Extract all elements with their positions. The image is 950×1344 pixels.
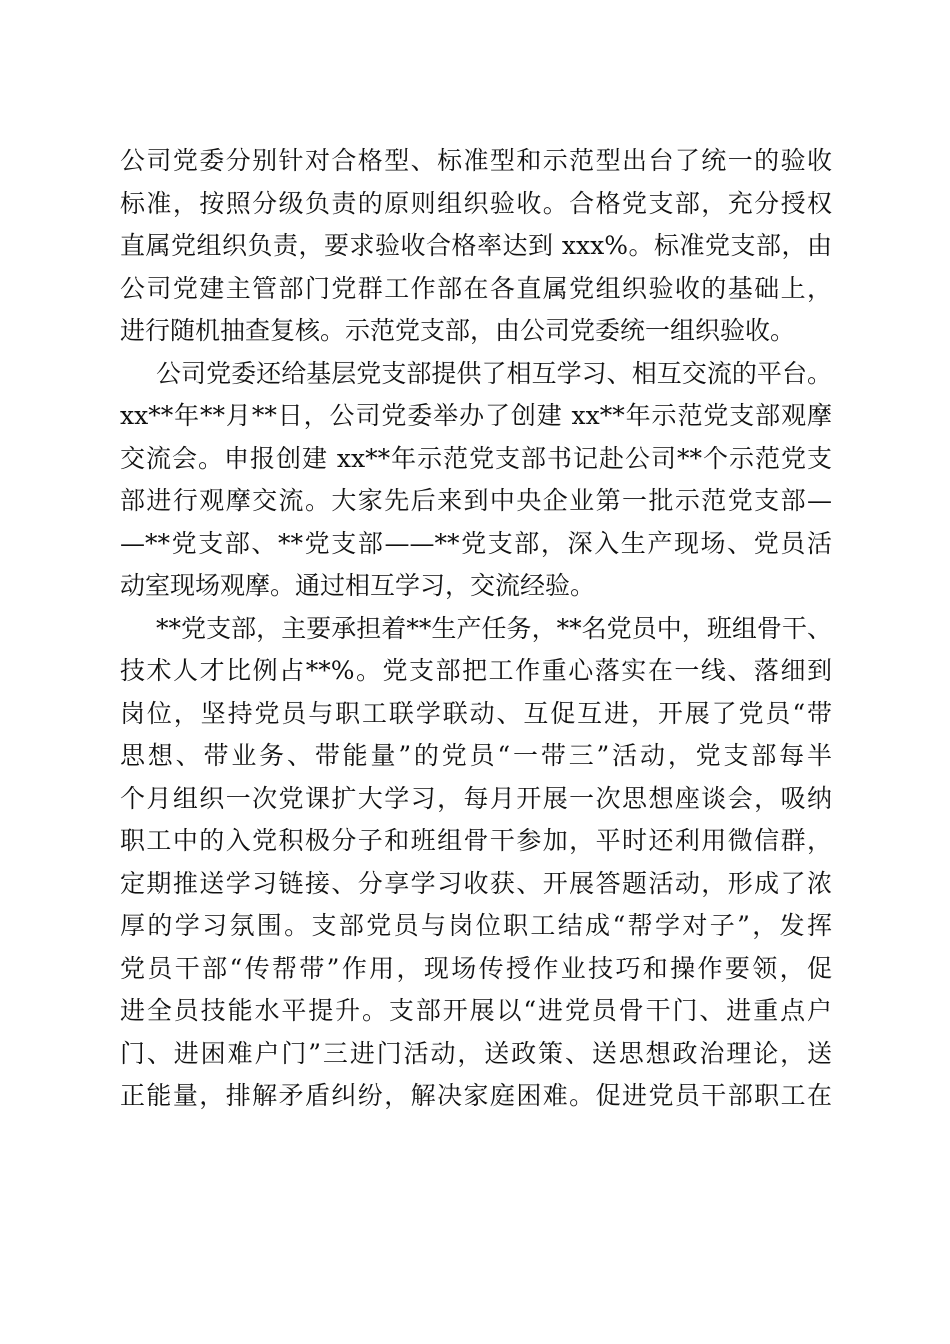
text-line: 公司党建主管部门党群工作部在各直属党组织验收的基础上， [120,273,832,303]
text-line: 公司党委分别针对合格型、标准型和示范型出台了统一的验收 [120,146,832,175]
paragraph-branch-practice [120,608,832,1118]
text-line: 职工中的入党积极分子和班组骨干参加，平时还利用微信群， [120,826,832,855]
text-line: 进行随机抽查复核。示范党支部，由公司党委统一组织验收。 [120,316,796,345]
text-line: **党支部，主要承担着**生产任务，**名党员中，班组骨干、 [156,613,832,643]
text-line: —**党支部、**党支部——**党支部，深入生产现场、党员活 [120,528,832,558]
text-line: 标准，按照分级负责的原则组织验收。合格党支部，充分授权 [120,188,832,218]
text-line: 技术人才比例占**%。党支部把工作重心落实在一线、落细到 [120,656,832,685]
text-line: 个月组织一次党课扩大学习，每月开展一次思想座谈会，吸纳 [120,783,832,813]
text-line: 党员干部“传帮带”作用，现场传授作业技巧和操作要领，促 [120,953,832,983]
text-line: 交流会。申报创建 xx**年示范党支部书记赴公司**个示范党支 [120,443,832,473]
text-line: 定期推送学习链接、分享学习收获、开展答题活动，形成了浓 [120,868,832,898]
text-line: 正能量，排解矛盾纠纷，解决家庭困难。促进党员干部职工在 [120,1081,832,1110]
text-line: 部进行观摩交流。大家先后来到中央企业第一批示范党支部— [120,486,832,515]
text-line: 直属党组织负责，要求验收合格率达到 xxx%。标准党支部，由 [120,231,832,260]
text-line: 动室现场观摩。通过相互学习，交流经验。 [120,571,596,600]
paragraph-acceptance-standards [120,140,832,353]
text-line: 岗位，坚持党员与职工联学联动、互促互进，开展了党员“带 [120,698,832,728]
text-line: 思想、带业务、带能量”的党员“一带三”活动，党支部每半 [120,741,832,770]
document-body [120,140,832,1118]
text-line: 门、进困难户门”三进门活动，送政策、送思想政治理论，送 [120,1038,832,1068]
text-line: 厚的学习氛围。支部党员与岗位职工结成“帮学对子”，发挥 [120,911,832,940]
text-line: 公司党委还给基层党支部提供了相互学习、相互交流的平台。 [156,358,832,388]
text-line: 进全员技能水平提升。支部开展以“进党员骨干门、进重点户 [120,996,832,1025]
text-line: xx**年**月**日，公司党委举办了创建 xx**年示范党支部观摩 [120,401,832,430]
paragraph-exchange-platform [120,353,832,608]
